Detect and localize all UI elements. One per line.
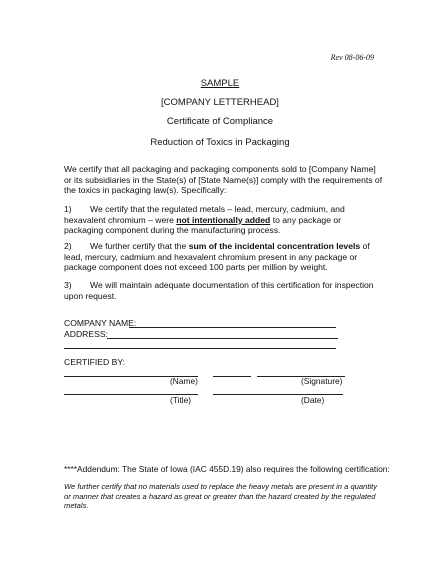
document-title: Certificate of Compliance	[166, 116, 274, 127]
certified-by-label: CERTIFIED BY:	[64, 357, 125, 367]
address-line[interactable]	[107, 338, 338, 339]
sample-heading: SAMPLE	[200, 78, 240, 89]
item-text: We certify that the regulated metals – lead, mercury, cadmium, and hexavalent chromium – were	[64, 204, 345, 225]
item-number: 2)	[64, 241, 72, 251]
company-name-label: COMPANY NAME:	[64, 318, 137, 328]
date-caption: (Date)	[301, 395, 325, 405]
certification-item-3	[64, 280, 382, 301]
intro-paragraph: We certify that all packaging and packaging components sold to [Company Name] or its subsidiaries in the State(s) of [State Name(s)] comply with the requirements of the toxics in packaging law(s). Specifically:	[64, 164, 383, 196]
item-number: 1)	[64, 204, 72, 214]
item-text: We will maintain adequate documentation of this certification for inspection upon request.	[64, 280, 374, 301]
letterhead-placeholder: [COMPANY LETTERHEAD]	[161, 97, 279, 108]
item-text-end: of lead, mercury, cadmium and hexavalent chromium present in any package or package component does not exceed 100 parts per million by weight.	[64, 241, 370, 273]
title-caption: (Title)	[170, 395, 192, 405]
signature-caption: (Signature)	[301, 376, 343, 386]
item-emphasis: sum of the incidental concentration levels	[188, 241, 361, 251]
signature-line-a[interactable]	[213, 376, 251, 377]
revision-label: Rev 08-06-09	[330, 53, 374, 62]
item-number: 3)	[64, 280, 72, 290]
address-line-2[interactable]	[64, 348, 336, 349]
further-certification-text: We further certify that no materials used to replace the heavy metals are present in a quantity or manner that creates a hazard as great or greater than the hazard created by the regulated metals.	[64, 482, 378, 511]
item-text: We further certify that the	[90, 241, 189, 251]
item-emphasis: not intentionally added	[176, 214, 271, 225]
certification-item-1	[64, 204, 382, 236]
addendum-text: ****Addendum: The State of Iowa (IAC 455D.19) also requires the following certification:	[64, 464, 390, 474]
document-subtitle: Reduction of Toxics in Packaging	[150, 137, 290, 148]
certification-item-2	[64, 241, 382, 273]
address-label: ADDRESS:	[64, 329, 108, 339]
item-text-end: to any package or packaging component during the manufacturing process.	[64, 214, 342, 236]
company-name-line[interactable]	[129, 327, 336, 328]
name-caption: (Name)	[170, 376, 198, 386]
